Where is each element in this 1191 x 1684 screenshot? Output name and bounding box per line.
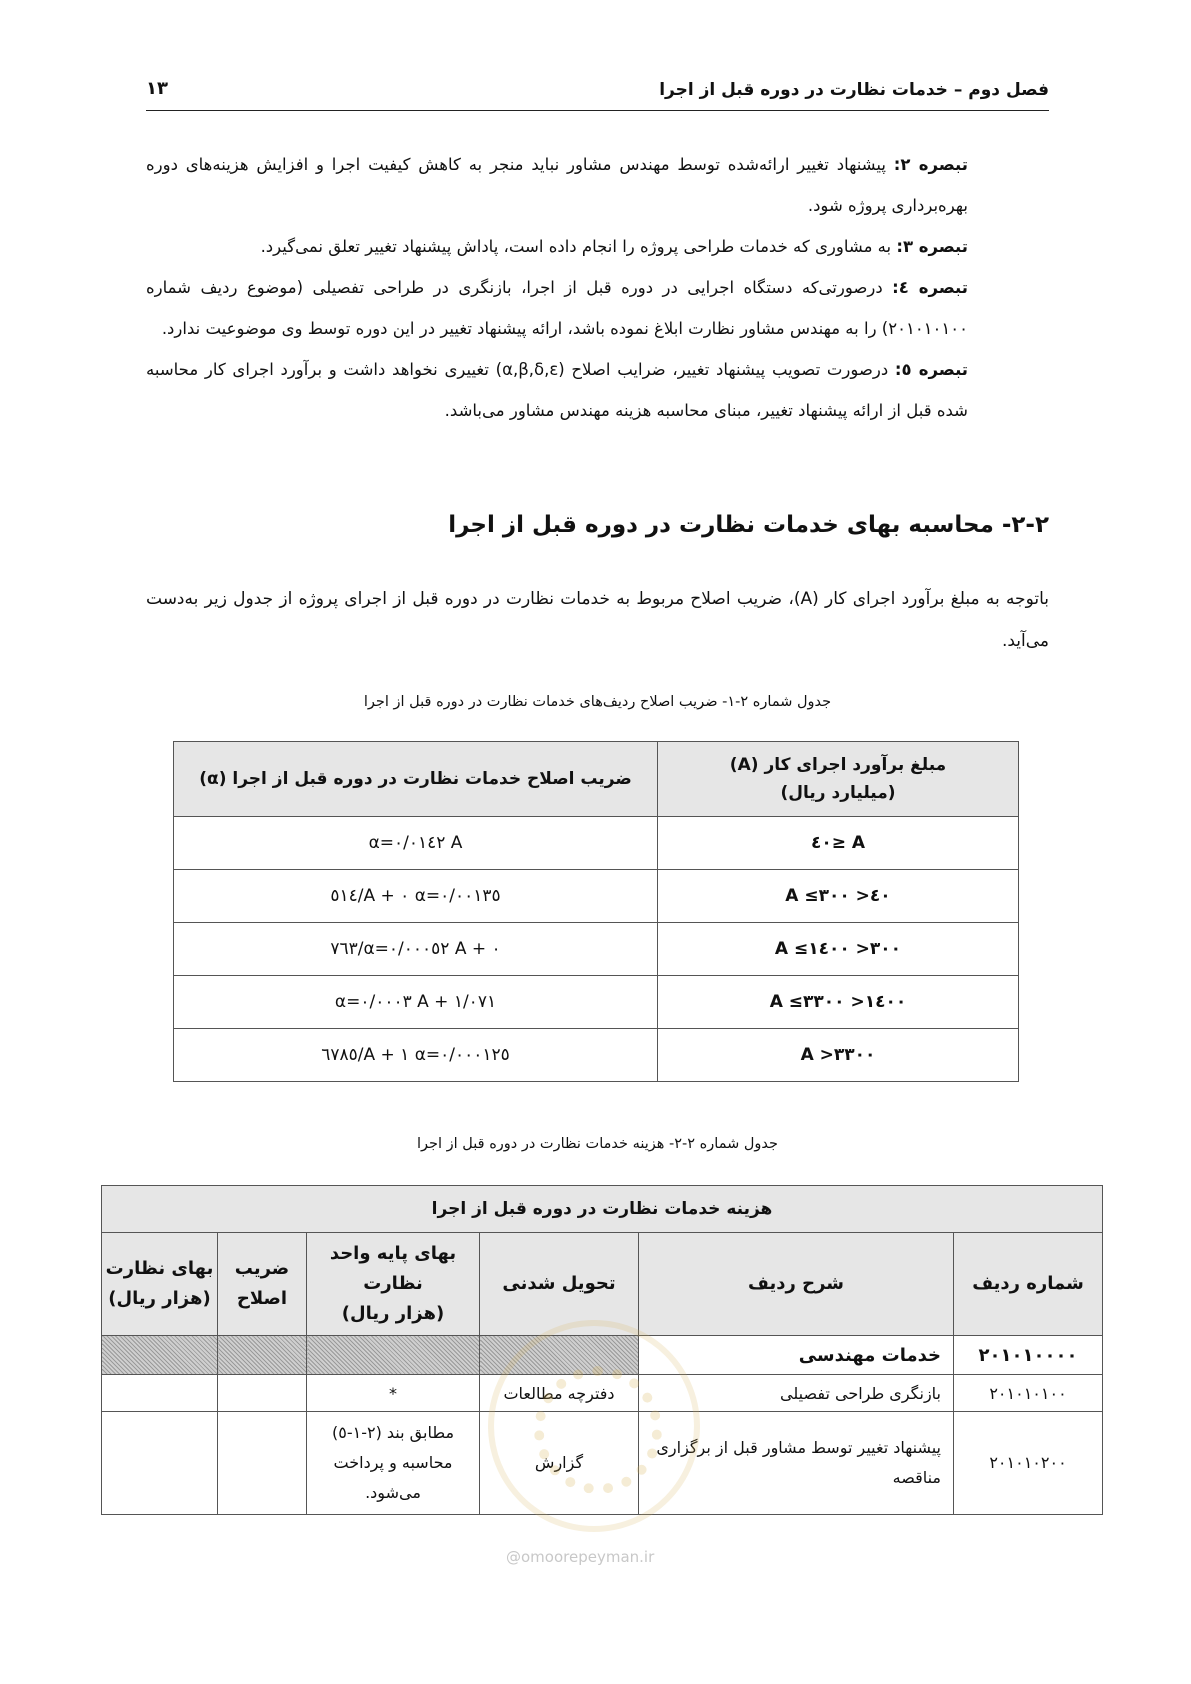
section-code: ۲۰۱۰۱۰۰۰۰ [954, 1336, 1103, 1375]
row-unit-line2: محاسبه و پرداخت [333, 1453, 453, 1472]
hatched-cell [480, 1336, 639, 1375]
coefficient-table [173, 741, 1019, 1082]
row-unit-price: * [307, 1375, 480, 1412]
cost-table-title: هزینه خدمات نظارت در دوره قبل از اجرا [102, 1186, 1103, 1233]
col-header-factor-line2: اصلاح [236, 1288, 288, 1309]
col-header-price [102, 1233, 218, 1336]
note-text: به مشاوری که خدمات طراحی پروژه را انجام داده است، پاداش پیشنهاد تغییر تعلق نمی‌گیرد. [260, 237, 897, 256]
col-header-unit-price-line1: بهای پایه واحد [329, 1243, 457, 1264]
formula-cell: α=۰/۰۰۰۱۲٥ A + ۱/٦٧۸٥ [174, 1029, 658, 1082]
col-header-factor [218, 1233, 307, 1336]
row-code: ۲۰۱۰۱۰۲۰۰ [954, 1412, 1103, 1515]
row-unit-price [307, 1412, 480, 1515]
col-header-unit-price [307, 1233, 480, 1336]
row-factor [218, 1412, 307, 1515]
chapter-title: فصل دوم – خدمات نظارت در دوره قبل از اجرا [659, 80, 1049, 100]
range-cell: ٤۰< A ≤۳۰۰ [658, 870, 1019, 923]
table1-caption: جدول شماره ۲-۱- ضریب اصلاح ردیف‌های خدمات نظارت در دوره قبل از اجرا [363, 694, 832, 710]
range-cell: ۳۰۰< A ≤۱٤۰۰ [658, 923, 1019, 976]
formula-cell: α=۰/۰۰۰٥۲ A + ۰/٧٦۳ [174, 923, 658, 976]
note-text: پیشنهاد تغییر ارائه‌شده توسط مهندس مشاور نباید منجر به کاهش کیفیت اجرا و افزایش هزینه‌های دوره بهره‌برداری پروژه شود. [146, 155, 968, 215]
note-label: تبصره ٤: [892, 278, 968, 297]
table-row [174, 976, 1019, 1029]
col-header-factor-line1: ضریب [234, 1258, 290, 1279]
col-header-unit-price-line2: نظارت [363, 1273, 423, 1294]
note-text: درصورتی‌که دستگاه اجرایی در دوره قبل از اجرا، بازنگری در طراحی تفصیلی (موضوع ردیف شماره ۲۰۱۰۱۰۱۰۰) را به مهندس مشاور نظارت ابلاغ نموده باشد، ارائه پیشنهاد تغییر در این دوره توسط وی موضوعیت ندارد. [146, 278, 968, 338]
row-code: ۲۰۱۰۱۰۱۰۰ [954, 1375, 1103, 1412]
col-header-range [658, 742, 1019, 817]
page-number: ۱۳ [146, 78, 168, 99]
table-row [174, 923, 1019, 976]
page-header [146, 76, 1049, 111]
col-header-description: شرح ردیف [639, 1233, 954, 1336]
row-price [102, 1375, 218, 1412]
formula-cell: α=۰/۰۰۱۳٥ A + ۰/٥۱٤ [174, 870, 658, 923]
hatched-cell [307, 1336, 480, 1375]
col-header-deliverable: تحویل شدنی [480, 1233, 639, 1336]
table-row [174, 870, 1019, 923]
cost-table [101, 1185, 1103, 1515]
table-row [174, 1029, 1019, 1082]
notes-block [146, 144, 968, 431]
row-description-line2: مناقصه [892, 1468, 941, 1487]
watermark-site: @omoorepeyman.ir [506, 1548, 655, 1566]
section-description: خدمات مهندسی [639, 1336, 954, 1375]
note-label: تبصره ٥: [894, 360, 968, 379]
col-header-range-line2: (میلیارد ریال) [780, 783, 896, 803]
note-5 [146, 349, 968, 431]
row-description-line1: پیشنهاد تغییر توسط مشاور قبل از برگزاری [656, 1438, 941, 1457]
section-intro: باتوجه به مبلغ برآورد اجرای کار (A)، ضریب اصلاح مربوط به خدمات نظارت در دوره قبل از اجرای پروژه از جدول زیر به‌دست می‌آید. [146, 589, 1049, 651]
col-header-coefficient: ضریب اصلاح خدمات نظارت در دوره قبل از اجرا (α) [174, 742, 658, 817]
row-unit-line1: مطابق بند (۲-۱-٥) [331, 1423, 455, 1442]
hatched-cell [102, 1336, 218, 1375]
col-header-unit-price-line3: (هزار ریال) [341, 1303, 445, 1324]
col-header-price-line1: بهای نظارت [105, 1258, 214, 1279]
note-2 [146, 144, 968, 226]
formula-cell: α=۰/۰۱٤۲ A [174, 817, 658, 870]
row-unit-line3: می‌شود. [365, 1483, 421, 1502]
table-row [102, 1375, 1103, 1412]
note-label: تبصره ۲: [893, 155, 968, 174]
note-4 [146, 267, 968, 349]
section-row [102, 1336, 1103, 1375]
formula-cell: α=۰/۰۰۰۳ A + ۱/۰٧۱ [174, 976, 658, 1029]
hatched-cell [218, 1336, 307, 1375]
col-header-range-line1: مبلغ برآورد اجرای کار (A) [729, 755, 947, 775]
range-cell: A >۳۳۰۰ [658, 1029, 1019, 1082]
col-header-price-line2: (هزار ریال) [108, 1288, 211, 1309]
table-row [174, 817, 1019, 870]
row-description: بازنگری طراحی تفصیلی [639, 1375, 954, 1412]
range-cell: A ≤٤۰ [658, 817, 1019, 870]
col-header-code: شماره ردیف [954, 1233, 1103, 1336]
note-3 [146, 226, 968, 267]
row-price [102, 1412, 218, 1515]
row-factor [218, 1375, 307, 1412]
table2-caption: جدول شماره ۲-۲- هزینه خدمات نظارت در دوره قبل از اجرا [417, 1136, 778, 1152]
row-deliverable: دفترچه مطالعات [480, 1375, 639, 1412]
range-cell: ۱٤۰۰< A ≤۳۳۰۰ [658, 976, 1019, 1029]
row-deliverable: گزارش [480, 1412, 639, 1515]
section-heading: ۲-۲- محاسبه بهای خدمات نظارت در دوره قبل از اجرا [448, 512, 1049, 538]
note-text: درصورت تصویب پیشنهاد تغییر، ضرایب اصلاح (α,β,δ,ε) تغییری نخواهد داشت و برآورد اجرای کار محاسبه شده قبل از ارائه پیشنهاد تغییر، مبنای محاسبه هزینه مهندس مشاور می‌باشد. [146, 360, 968, 420]
note-label: تبصره ۳: [896, 237, 968, 256]
row-description [639, 1412, 954, 1515]
table-row [102, 1412, 1103, 1515]
